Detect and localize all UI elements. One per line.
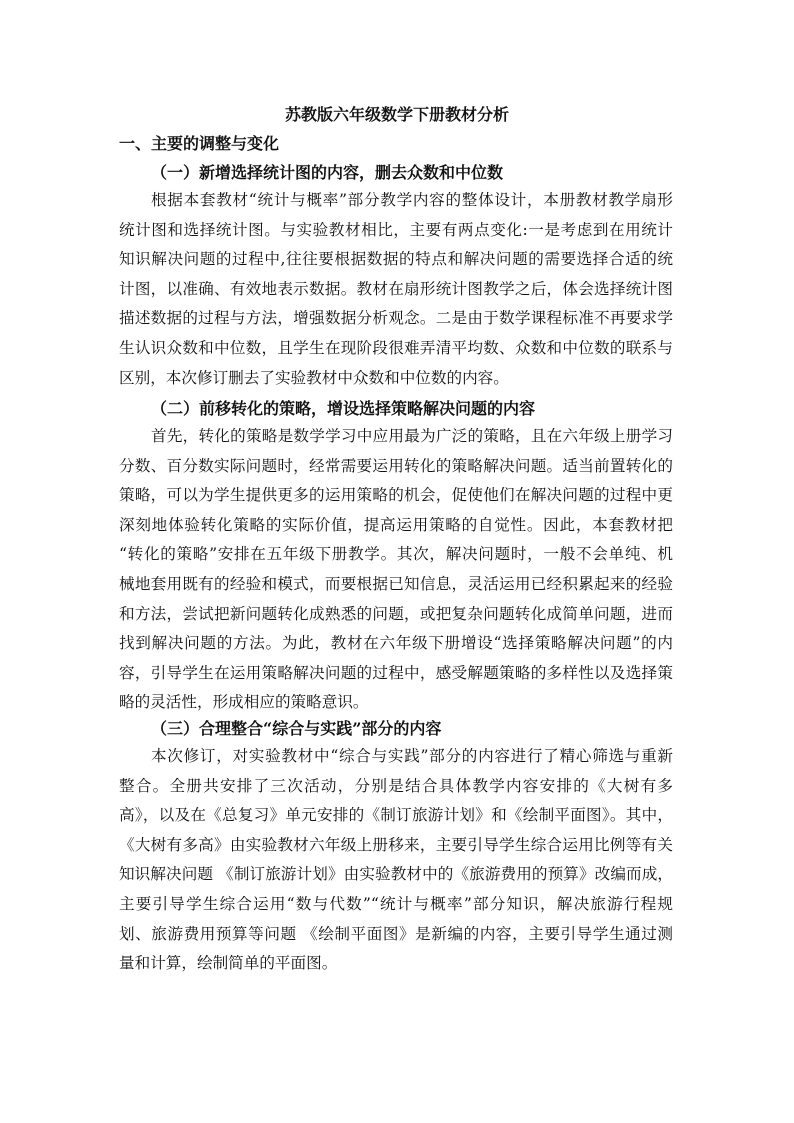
text-line: 首先，转化的策略是数学学习中应用最为广泛的策略，且在六年级上册学习 (151, 427, 673, 445)
text-line: 主要引导学生综合运用“数与代数”“统计与概率”部分知识，解决旅游行程规 (119, 894, 673, 913)
text-line: 知识解决问题 《制订旅游计划》由实验教材中的《旅游费用的预算》改编而成， (119, 865, 673, 884)
text-line: 本次修订，对实验教材中“综合与实践”部分的内容进行了精心筛选与重新 (151, 747, 673, 765)
text-line: 区别，本次修订删去了实验教材中众数和中位数的内容。 (119, 368, 509, 387)
paragraph-3 (119, 742, 673, 979)
text-line: 找到解决问题的方法。为此，教材在六年级下册增设“选择策略解决问题”的内 (119, 634, 673, 653)
paragraph-2 (119, 422, 673, 718)
text-line: 略的灵活性，形成相应的策略意识。 (119, 693, 369, 712)
text-line: 容，引导学生在运用策略解决问题的过程中，感受解题策略的多样性以及选择策 (119, 663, 673, 682)
text-line: 策略，可以为学生提供更多的运用策略的机会，促使他们在解决问题的过程中更 (119, 486, 673, 505)
text-line: 整合。全册共安排了三次活动，分别是结合具体教学内容安排的《大树有多 (119, 776, 673, 795)
paragraph-1 (119, 186, 673, 393)
text-line: 《大树有多高》由实验教材六年级上册移来，主要引导学生综合运用比例等有关 (119, 835, 673, 854)
text-line: 计图，以准确、有效地表示数据。教材在扇形统计图教学之后，体会选择统计图 (119, 279, 673, 298)
text-line: 和方法，尝试把新问题转化成熟悉的问题，或把复杂问题转化成简单问题，进而 (119, 604, 673, 623)
text-line: 分数、百分数实际问题时，经常需要运用转化的策略解决问题。适当前置转化的 (119, 456, 673, 475)
subsection-heading-3: （三）合理整合“综合与实践”部分的内容 (151, 719, 442, 738)
text-line: 械地套用既有的经验和模式，而要根据已知信息，灵活运用已经积累起来的经验 (119, 574, 673, 593)
text-line: 知识解决问题的过程中,往往要根据数据的特点和解决问题的需要选择合适的统 (119, 250, 673, 269)
text-line: “转化的策略”安排在五年级下册教学。其次，解决问题时，一般不会单纯、机 (119, 545, 673, 564)
text-line: 划、旅游费用预算等问题 《绘制平面图》是新编的内容，主要引导学生通过测 (119, 924, 673, 943)
text-line: 描述数据的过程与方法，增强数据分析观念。二是由于数学课程标准不再要求学 (119, 309, 673, 328)
text-line: 量和计算，绘制简单的平面图。 (119, 954, 338, 973)
subsection-heading-2: （二）前移转化的策略，增设选择策略解决问题的内容 (151, 399, 536, 418)
document-title: 苏教版六年级数学下册教材分析 (284, 105, 509, 124)
subsection-heading-1: （一）新增选择统计图的内容，删去众数和中位数 (151, 163, 504, 182)
section-heading: 一、主要的调整与变化 (119, 134, 280, 153)
text-line: 统计图和选择统计图。与实验教材相比，主要有两点变化:一是考虑到在用统计 (119, 220, 673, 239)
text-line: 深刻地体验转化策略的实际价值，提高运用策略的自觉性。因此，本套教材把 (119, 515, 673, 534)
text-line: 根据本套教材“统计与概率”部分教学内容的整体设计，本册教材教学扇形 (151, 191, 673, 209)
text-line: 生认识众数和中位数，且学生在现阶段很难弄清平均数、众数和中位数的联系与 (119, 338, 673, 357)
text-line: 高》，以及在《总复习》单元安排的《制订旅游计划》和《绘制平面图》。其中， (119, 806, 673, 825)
